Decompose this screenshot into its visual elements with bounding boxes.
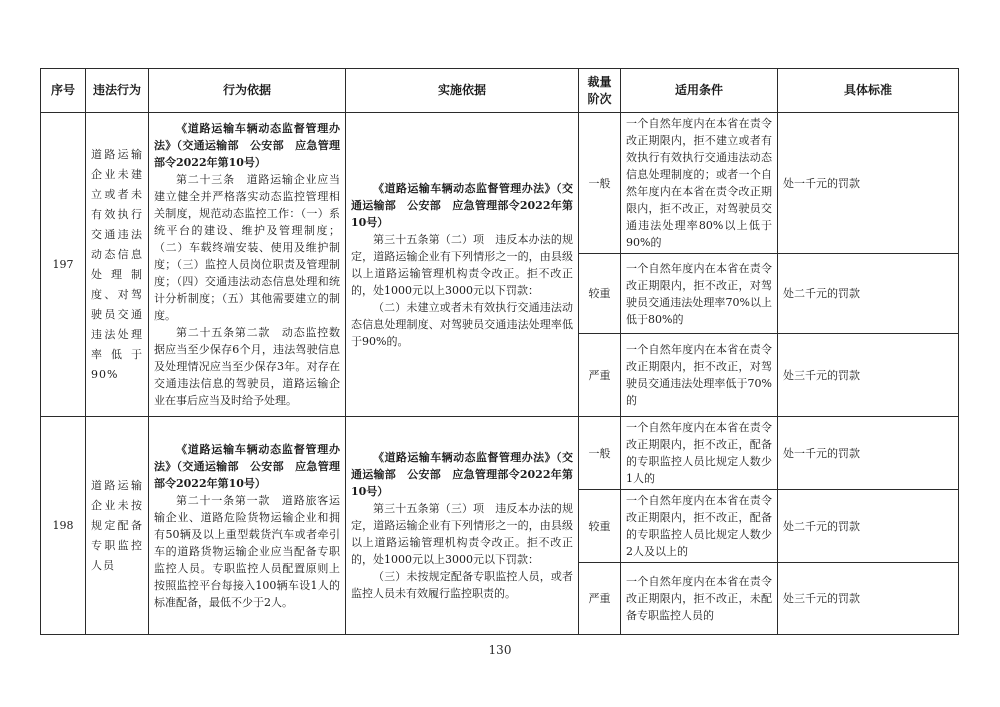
- tier-condition: 一个自然年度内在本省在责令改正期限内，拒不改正，配备的专职监控人员比规定人数少1人的: [621, 417, 778, 490]
- implementation-basis-cell: [346, 417, 579, 635]
- tier-condition: 一个自然年度内在本省在责令改正期限内，拒不改正，配备的专职监控人员比规定人数少2人及以上的: [621, 490, 778, 563]
- law-title: 《道路运输车辆动态监督管理办法》（交通运输部 公安部 应急管理部令2022年第10号）: [154, 442, 340, 490]
- tier-level: 严重: [579, 334, 621, 417]
- law-paragraph: 第二十五条第二款 动态监控数据应当至少保存6个月，违法驾驶信息及处理情况应当至少保存3年。对存在交通违法信息的驾驶员，道路运输企业在事后应当及时给予处理。: [154, 326, 340, 407]
- law-title: 《道路运输车辆动态监督管理办法》（交通运输部 公安部 应急管理部令2022年第10号）: [351, 181, 573, 229]
- column-header-specific-standard: 具体标准: [778, 69, 959, 113]
- law-paragraph: 第三十五条第（三）项 违反本办法的规定，道路运输企业有下列情形之一的，由县级以上道路运输管理机构责令改正。拒不改正的，处1000元以上3000元以下罚款：: [351, 502, 573, 566]
- tier-level: 一般: [579, 113, 621, 254]
- law-paragraph: （三）未按规定配备专职监控人员，或者监控人员未有效履行监控职责的。: [351, 570, 573, 600]
- law-title: 《道路运输车辆动态监督管理办法》（交通运输部 公安部 应急管理部令2022年第10号）: [351, 451, 573, 498]
- tier-standard: 处二千元的罚款: [778, 490, 959, 563]
- tier-standard: 处二千元的罚款: [778, 254, 959, 334]
- tier-standard: 处三千元的罚款: [778, 563, 959, 635]
- behavior-basis-cell: [149, 417, 346, 635]
- behavior-basis-cell: [149, 113, 346, 417]
- page-number: 130: [488, 643, 512, 657]
- table-row: [41, 113, 959, 254]
- tier-standard: 处三千元的罚款: [778, 334, 959, 417]
- tier-level: 严重: [579, 563, 621, 635]
- tier-level: 较重: [579, 490, 621, 563]
- implementation-basis-cell: [346, 113, 579, 417]
- column-header-behavior-basis: 行为依据: [149, 69, 346, 113]
- law-paragraph: 第二十一条第一款 道路旅客运输企业、道路危险货物运输企业和拥有50辆及以上重型载货汽车或者牵引车的道路货物运输企业应当配备专职监控人员。专职监控人员配置原则上按照监控平台每接入100辆车设1人的标准配备，最低不少于2人。: [154, 493, 340, 609]
- row-number: 198: [41, 417, 86, 635]
- tier-standard: 处一千元的罚款: [778, 113, 959, 254]
- tier-condition: 一个自然年度内在本省在责令改正期限内，拒不改正，对驾驶员交通违法处理率70%以上低于80%的: [621, 254, 778, 334]
- column-header-violation: 违法行为: [86, 69, 149, 113]
- law-paragraph: （二）未建立或者未有效执行交通违法动态信息处理制度、对驾驶员交通违法处理率低于90%的。: [351, 300, 573, 348]
- tier-condition: 一个自然年度内在本省在责令改正期限内，拒不改正，对驾驶员交通违法处理率低于70%的: [621, 334, 778, 417]
- tier-standard: 处一千元的罚款: [778, 417, 959, 490]
- tier-level: 较重: [579, 254, 621, 334]
- column-header-implementation-basis: 实施依据: [346, 69, 579, 113]
- table-row: [41, 417, 959, 490]
- penalty-discretion-table: [40, 68, 959, 635]
- row-number: 197: [41, 113, 86, 417]
- law-paragraph: 第二十三条 道路运输企业应当建立健全并严格落实动态监控管理相关制度，规范动态监控工作：（一）系统平台的建设、维护及管理制度；（二）车载终端安装、使用及维护制度；（三）监控人员岗位职责及管理制度；（四）交通违法动态信息处理和统计分析制度；（五）其他需要建立的制度。: [154, 173, 340, 322]
- violation-cell: 道路运输企业未建立或者未有效执行交通违法动态信息处理制度、对驾驶员交通违法处理率低于90%: [86, 113, 149, 417]
- column-header-discretion-tier: 裁量阶次: [579, 69, 621, 113]
- tier-condition: 一个自然年度内在本省在责令改正期限内，拒不建立或者有效执行有效执行交通违法动态信息处理制度的；或者一个自然年度内在本省在责令改正期限内，拒不改正，对驾驶员交通违法处理率80%以上低于90%的: [621, 113, 778, 254]
- tier-level: 一般: [579, 417, 621, 490]
- law-title: 《道路运输车辆动态监督管理办法》（交通运输部 公安部 应急管理部令2022年第10号）: [154, 122, 340, 169]
- tier-condition: 一个自然年度内在本省在责令改正期限内，拒不改正，未配备专职监控人员的: [621, 563, 778, 635]
- table-header-row: [41, 69, 959, 113]
- column-header-number: 序号: [41, 69, 86, 113]
- column-header-applicable-condition: 适用条件: [621, 69, 778, 113]
- violation-cell: 道路运输企业未按规定配备专职监控人员: [86, 417, 149, 635]
- law-paragraph: 第三十五条第（二）项 违反本办法的规定，道路运输企业有下列情形之一的，由县级以上道路运输管理机构责令改正。拒不改正的，处1000元以上3000元以下罚款：: [351, 232, 573, 297]
